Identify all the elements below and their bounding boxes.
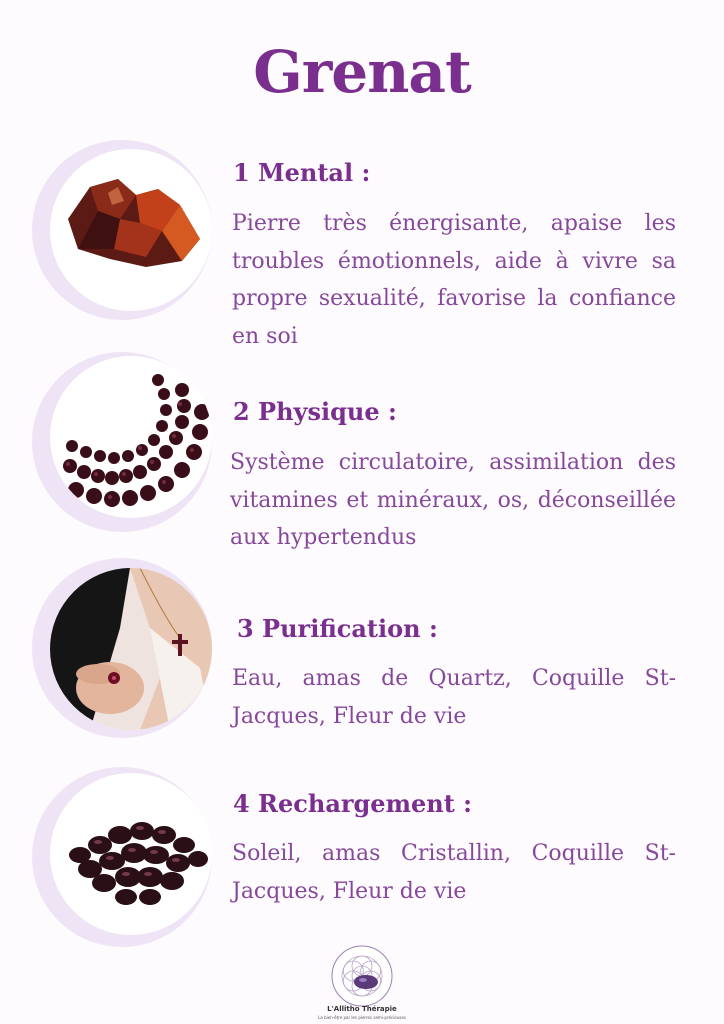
garnet-jewelry-worn-image [50, 568, 212, 730]
flower-of-life-logo-icon [330, 944, 394, 1008]
page-title: Grenat [253, 38, 471, 106]
tumbled-garnet-stones-image [50, 773, 212, 935]
section-text: Pierre très énergisante, apaise les troubles émotionnels, aide à vivre sa propre sexualité, favorise la confiance en soi [232, 211, 676, 349]
garnet-bead-necklace-image [50, 356, 212, 518]
section-heading: 2 Physique : [233, 397, 397, 426]
section-heading: 3 Purification : [237, 614, 438, 643]
raw-garnet-crystal-image [50, 149, 212, 311]
section-text: Soleil, amas Cristallin, Coquille St-Jacques, Fleur de vie [232, 841, 676, 904]
section-heading: 4 Rechargement : [233, 789, 472, 818]
section-text: Système circulatoire, assimilation des vitamines et minéraux, os, déconseillée aux hypertendus [230, 450, 676, 550]
logo-tagline: La bien-être par les pierres semi-précieuses [318, 1015, 406, 1020]
section-heading: 1 Mental : [233, 158, 371, 187]
section-text: Eau, amas de Quartz, Coquille St-Jacques, Fleur de vie [232, 666, 676, 729]
logo-name: L'Allitho Thérapie [327, 1005, 397, 1013]
